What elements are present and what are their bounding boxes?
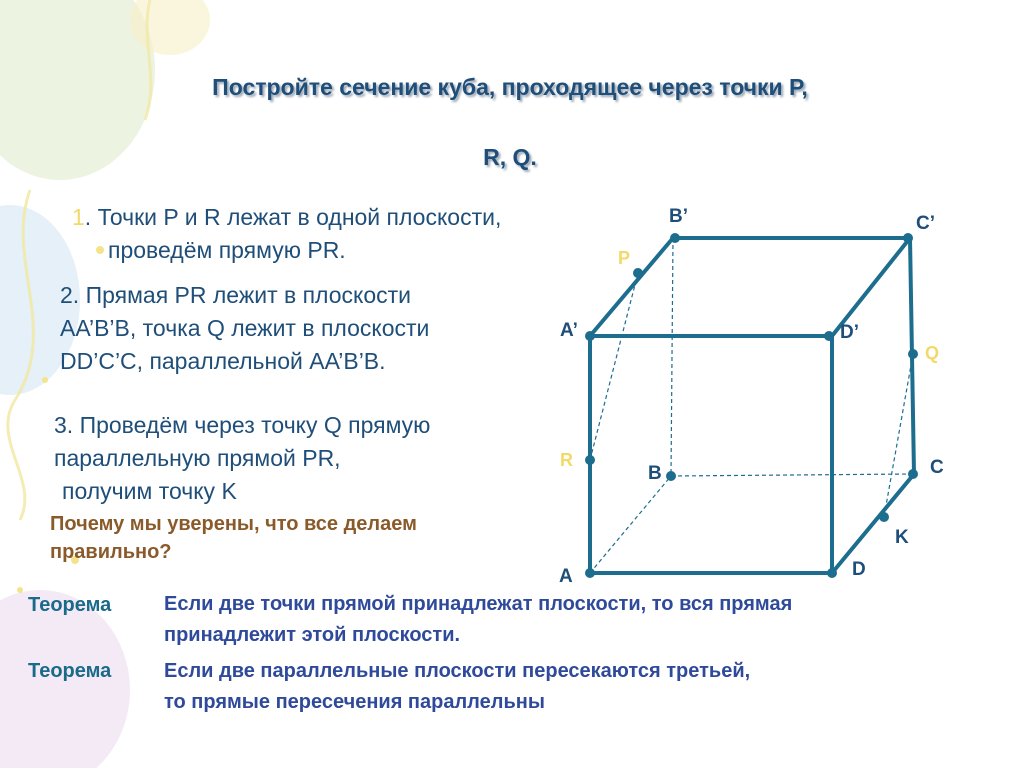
step-3-line-2: параллельную прямой PR,	[54, 445, 341, 471]
label-a: A	[559, 566, 573, 587]
vertex-c-dot	[908, 469, 918, 479]
label-c: C	[930, 457, 944, 478]
vertex-c1-dot	[903, 233, 913, 243]
hidden-edge-ab	[590, 476, 671, 573]
step-3-line-3: получим точку K	[62, 478, 237, 504]
section-line-pr	[590, 273, 638, 460]
label-c1: C’	[916, 213, 935, 234]
label-q: Q	[925, 343, 940, 363]
step-2-line-1: 2. Прямая PR лежит в плоскости	[60, 282, 412, 308]
label-d1: D’	[840, 322, 859, 343]
question-line-2: правильно?	[50, 541, 172, 563]
vertex-b1-dot	[670, 233, 680, 243]
label-p: P	[618, 248, 631, 268]
point-r-dot	[585, 455, 595, 465]
point-k-dot	[879, 512, 889, 522]
vertex-a-dot	[585, 568, 595, 578]
label-k: K	[895, 527, 909, 548]
label-r: R	[560, 450, 573, 470]
label-d: D	[852, 559, 866, 580]
title-line-1: Постройте сечение куба, проходящее через точки P,	[212, 74, 808, 100]
vertex-d1-dot	[824, 331, 834, 341]
hidden-edge-bc	[671, 474, 912, 476]
edge-a1-b1	[590, 238, 673, 336]
theorem-1-label: Теорема	[28, 594, 112, 616]
question-line-1: Почему мы уверены, что все делаем	[50, 513, 417, 535]
theorem-2-line-2: то прямые пересечения параллельны	[164, 691, 545, 713]
label-b: B	[648, 463, 662, 484]
theorem-1-line-1: Если две точки прямой принадлежат плоскости, то вся прямая	[164, 593, 793, 615]
label-a1: A’	[560, 320, 578, 341]
vertex-a1-dot	[585, 331, 595, 341]
point-p-dot	[633, 268, 643, 278]
theorem-2-label: Теорема	[28, 660, 112, 682]
label-b1: B’	[669, 206, 688, 227]
step-3-line-1: 3. Проведём через точку Q прямую	[54, 412, 431, 438]
step-1-line-2: проведём прямую PR.	[108, 237, 346, 263]
edge-d-c	[832, 474, 914, 573]
theorem-1-line-2: принадлежит этой плоскости.	[164, 624, 461, 646]
step-2-line-3: DD’C’C, параллельной AA’B’B.	[60, 348, 386, 374]
vertex-b-dot	[666, 471, 676, 481]
vertex-d-dot	[827, 568, 837, 578]
point-q-dot	[908, 349, 918, 359]
step-1-text: . Точки P и R лежат в одной плоскости,	[84, 204, 502, 230]
theorem-2-line-1: Если две параллельные плоскости пересекаются третьей,	[164, 660, 751, 682]
title-line-2: R, Q.	[483, 144, 537, 170]
step-2-line-2: AA’B’B, точка Q лежит в плоскости	[60, 315, 430, 341]
step-1-number: 1	[72, 204, 85, 230]
hidden-edge-bb1	[671, 238, 673, 476]
